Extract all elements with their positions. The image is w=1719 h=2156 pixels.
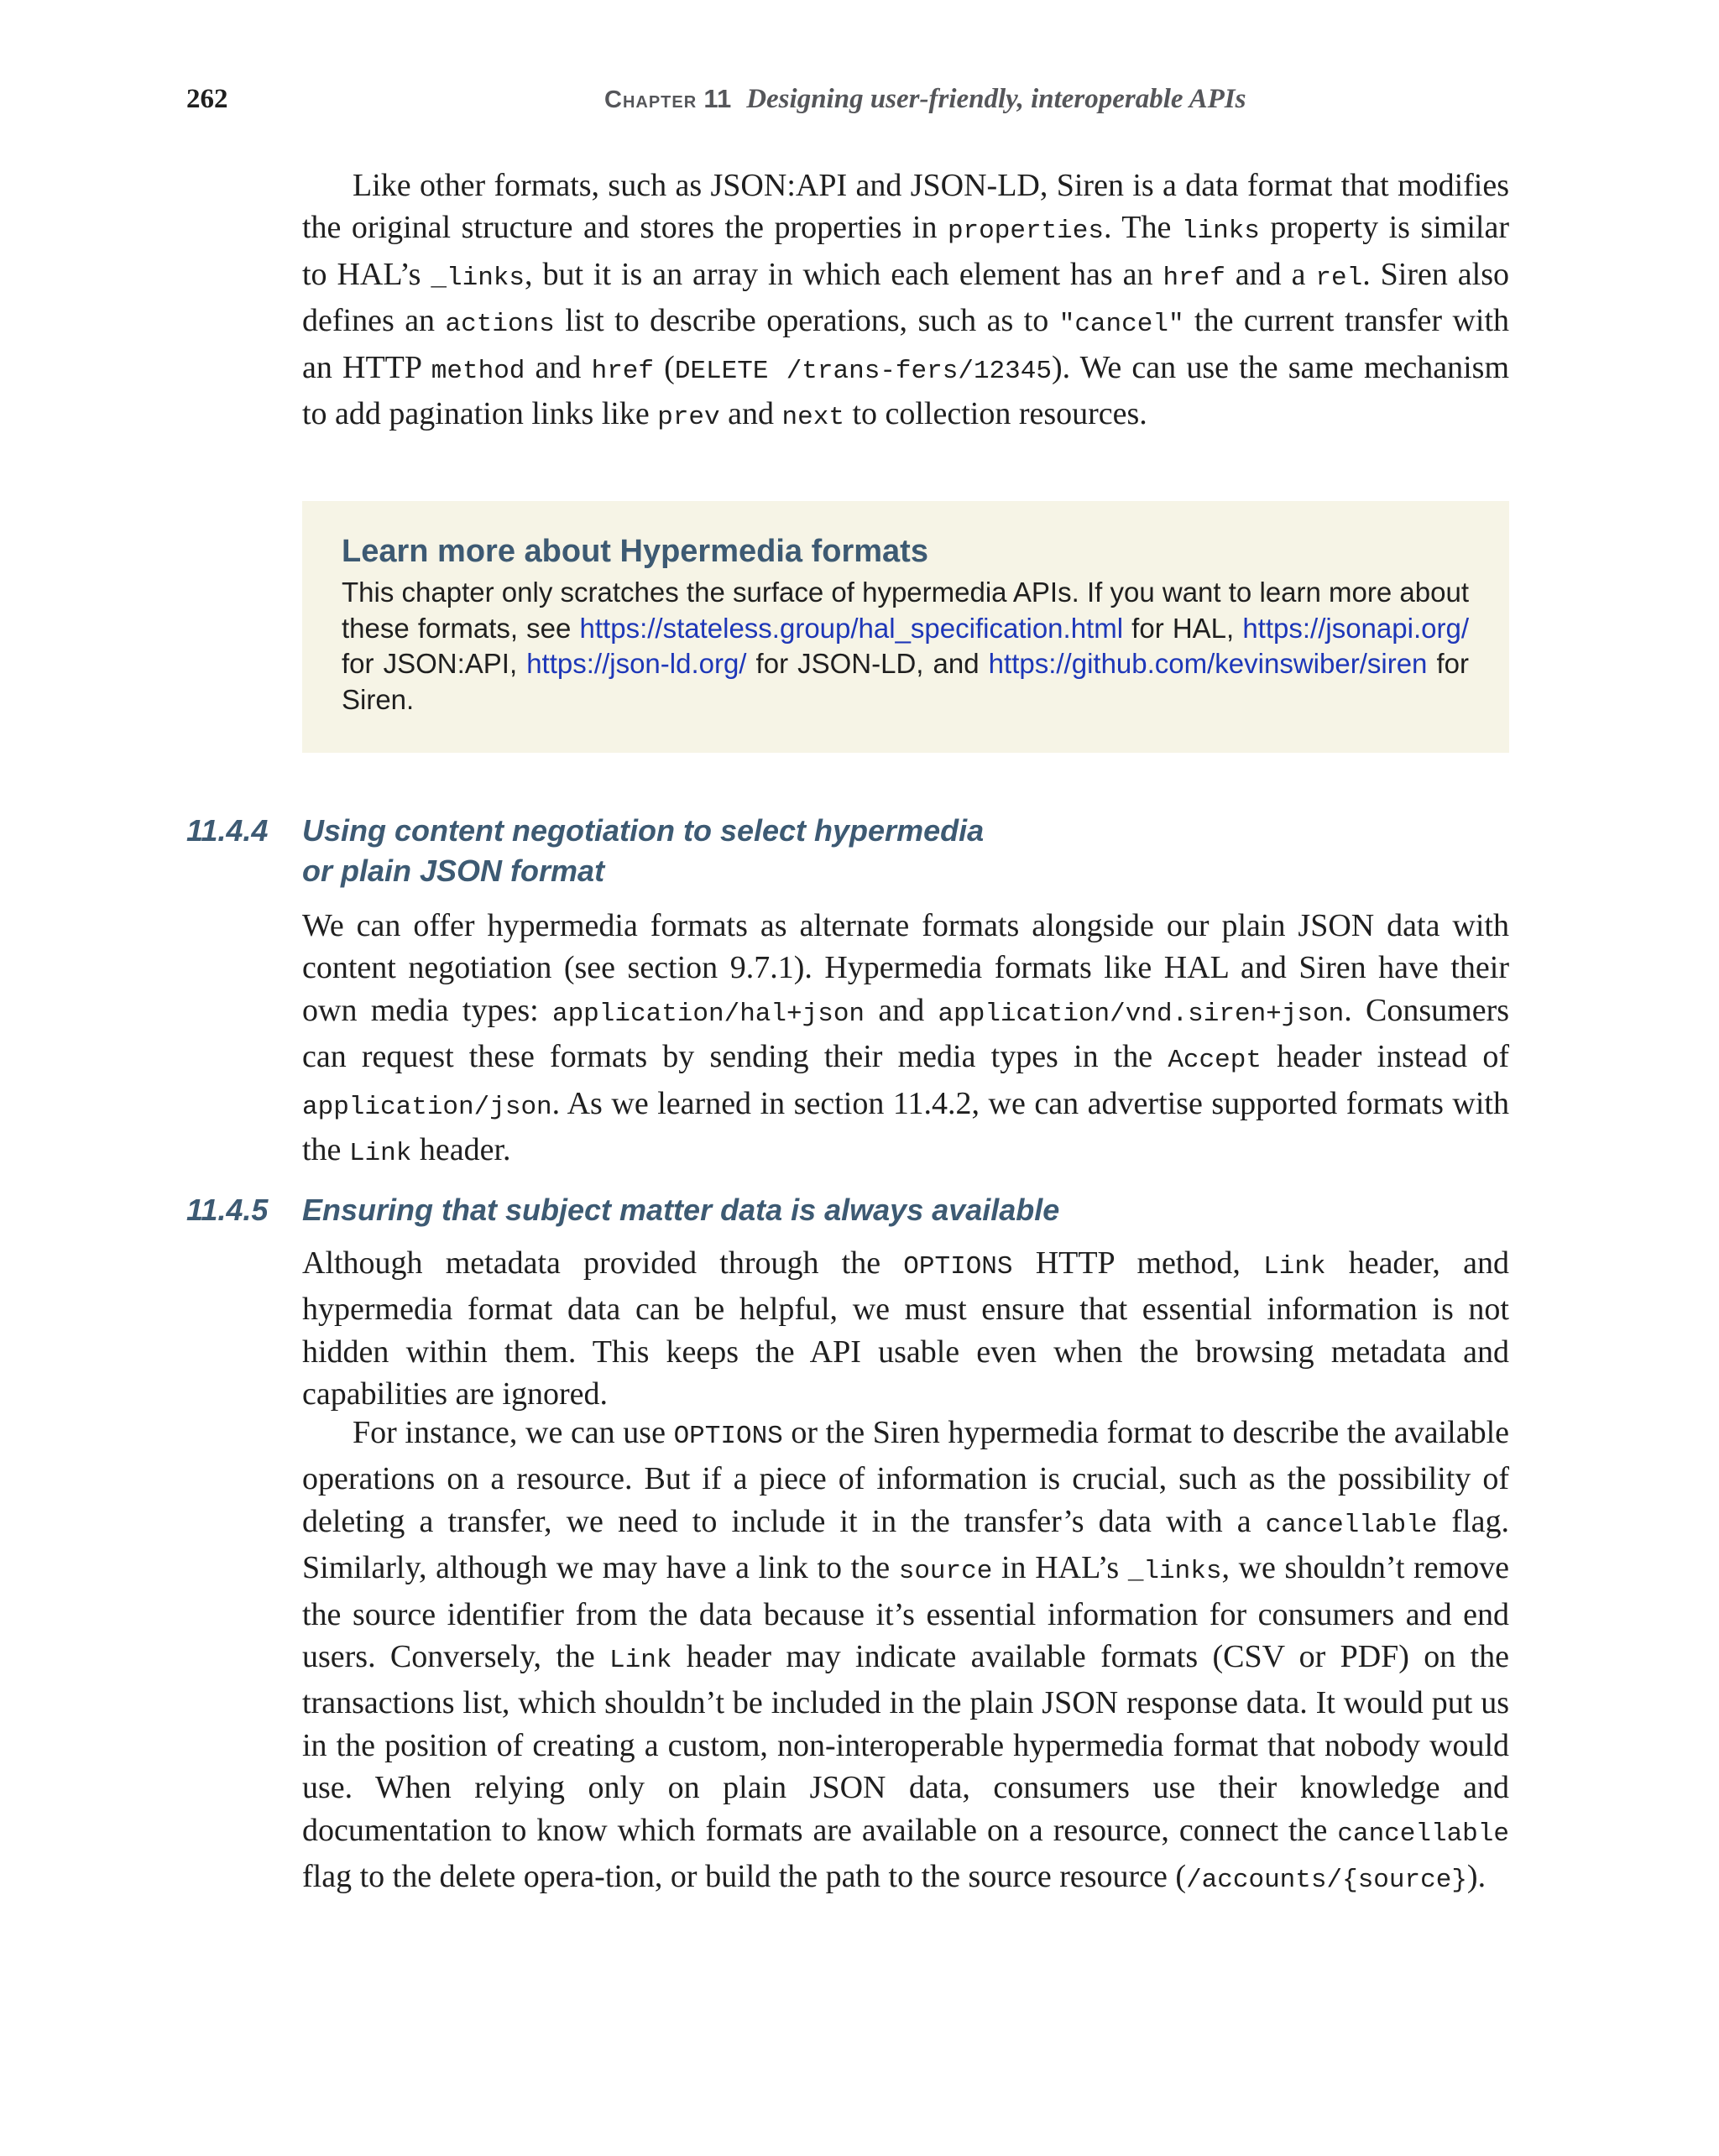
paragraph-for-instance — [302, 1412, 1509, 1902]
code: links — [1181, 217, 1260, 247]
code: next — [781, 403, 844, 433]
text: header instead of — [1261, 1039, 1509, 1075]
text: the current transfer with an HTTP — [302, 303, 1510, 385]
text: for JSON:API, — [342, 648, 527, 679]
chapter-heading — [604, 82, 1246, 117]
code: OPTIONS — [903, 1252, 1013, 1282]
text: flag to the delete opera-tion, or build the path to the source resource ( — [302, 1859, 1187, 1895]
code: prev — [657, 403, 720, 433]
text: ( — [654, 349, 675, 385]
running-header — [186, 82, 1546, 124]
code: cancellable — [1337, 1819, 1509, 1849]
sidebar-hypermedia-formats — [302, 501, 1509, 753]
code: /accounts/{source} — [1186, 1866, 1467, 1896]
section-heading-11-4-4 — [186, 811, 1513, 891]
code: Accept — [1168, 1046, 1262, 1076]
text: . Consumers can request these formats by sending their media types in the — [302, 992, 1510, 1075]
section-title: Ensuring that subject matter data is always available — [302, 1193, 1060, 1227]
text: property is similar to HAL’s — [302, 210, 1509, 292]
text: ). — [1466, 1859, 1486, 1895]
code: source — [898, 1557, 993, 1587]
code: application/vnd.siren+json — [938, 999, 1345, 1029]
section-number: 11.4.5 — [186, 1193, 269, 1227]
text: Like other formats, such as JSON:API and JSON-LD, Siren is a data format that modifies the original structure and stores the properties in — [302, 168, 1509, 246]
text: list to describe operations, such as to — [554, 303, 1059, 339]
text: for HAL, — [1123, 612, 1243, 644]
text: Although metadata provided through the — [302, 1245, 904, 1281]
text: For instance, we can use — [353, 1415, 674, 1450]
text: . The — [1103, 210, 1182, 246]
code: method — [431, 356, 525, 386]
text: flag. Similarly, although we may have a link to the — [302, 1503, 1509, 1586]
link-json-ld[interactable]: https://json-ld.org/ — [526, 648, 747, 679]
code: _links — [1127, 1557, 1222, 1587]
code: rel — [1315, 263, 1363, 293]
text: header may indicate available formats (CSV or PDF) on the transactions list, which shouldn’t be included in the plain JSON response data. It would put us in the position of creating a custom, non-interoperable hypermedia format that nobody would use. When relying only on plain JSON data, consumers use their knowledge and documentation to know which formats are available on a resource, connect the — [302, 1639, 1509, 1848]
sidebar-title: Learn more about Hypermedia formats — [342, 534, 928, 569]
chapter-title: Designing user-friendly, interoperable APIs — [746, 84, 1246, 114]
text: for Siren. — [342, 648, 1469, 715]
code: actions — [445, 310, 555, 340]
code: application/json — [302, 1092, 552, 1122]
code: DELETE /trans-fers/12345 — [674, 356, 1052, 386]
text: and — [719, 396, 782, 432]
page-number: 262 — [186, 84, 228, 114]
text: , we shouldn’t remove the source identifier from the data because it’s essential information for consumers and end users. Conversely, the — [302, 1550, 1510, 1675]
text: in HAL’s — [992, 1550, 1128, 1586]
section-number: 11.4.4 — [186, 813, 269, 848]
section-heading-11-4-5 — [186, 1190, 1513, 1230]
text: We can offer hypermedia formats as alternate formats alongside our plain JSON data with content negotiation (see section 9.7.1). Hypermedia formats like HAL and Siren have their own media types: — [302, 908, 1509, 1028]
text: . As we learned in section 11.4.2, we can advertise supported formats with the — [302, 1085, 1509, 1168]
paragraph-content-negotiation — [302, 905, 1509, 1175]
section-title-line: Using content negotiation to select hypermedia — [302, 813, 985, 848]
link-siren[interactable]: https://github.com/kevinswiber/siren — [988, 648, 1428, 679]
code: cancellable — [1265, 1510, 1438, 1540]
code: href — [1163, 263, 1225, 293]
paragraph-subject-matter-data — [302, 1242, 1509, 1416]
text: , but it is an array in which each element has an — [525, 256, 1163, 292]
code: Link — [348, 1139, 412, 1169]
text: for JSON-LD, and — [746, 648, 989, 679]
sidebar-text — [342, 575, 1469, 718]
code: _links — [431, 263, 525, 293]
text: or the Siren hypermedia format to describe the available operations on a resource. But if a piece of information is crucial, such as the possibility of deleting a transfer, we need to include it in the transfer’s data with a — [302, 1415, 1509, 1539]
code: "cancel" — [1058, 310, 1184, 340]
link-hal-spec[interactable]: https://stateless.group/hal_specification.html — [579, 612, 1124, 644]
code: Link — [1263, 1252, 1326, 1282]
code: Link — [609, 1646, 672, 1676]
text: and — [525, 349, 592, 385]
text: This chapter only scratches the surface of hypermedia APIs. If you want to learn more about these formats, see — [342, 577, 1469, 644]
chapter-number: 11 — [703, 84, 732, 113]
text: . Siren also defines an — [302, 256, 1509, 339]
text: header, and hypermedia format data can be helpful, we must ensure that essential information is not hidden within them. This keeps the API usable even when the browsing metadata and capabilities are ignored. — [302, 1245, 1509, 1412]
chapter-word: Chapter — [604, 86, 698, 113]
link-jsonapi[interactable]: https://jsonapi.org/ — [1242, 612, 1469, 644]
section-title-line: or plain JSON format — [302, 854, 605, 888]
code: properties — [947, 217, 1104, 247]
section-title — [302, 811, 1393, 891]
text: and — [865, 992, 938, 1028]
code: OPTIONS — [673, 1422, 783, 1451]
text: and a — [1225, 256, 1316, 292]
code: application/hal+json — [551, 999, 865, 1029]
paragraph-siren — [302, 164, 1509, 439]
text: to collection resources. — [844, 396, 1147, 432]
text: HTTP method, — [1012, 1245, 1264, 1281]
text: header. — [411, 1132, 511, 1168]
text: ). We can use the same mechanism to add pagination links like — [302, 349, 1510, 432]
code: href — [591, 356, 655, 386]
